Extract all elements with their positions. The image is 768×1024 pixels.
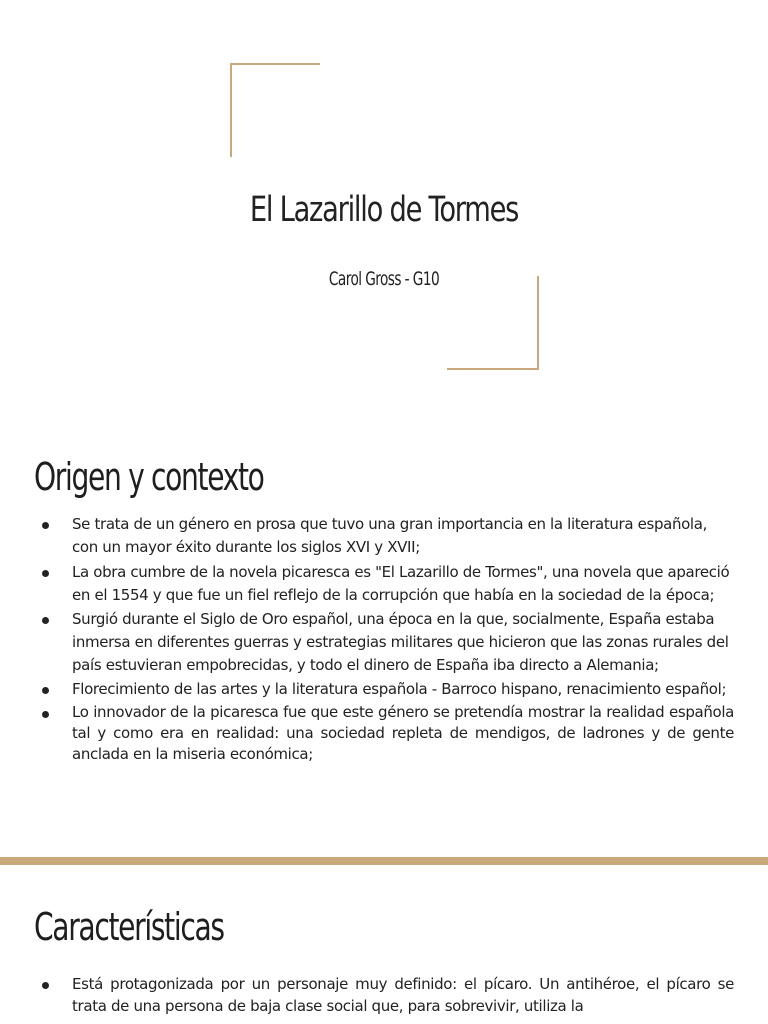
- corner-frame-top-left: [230, 63, 320, 157]
- caracteristicas-bullet-list: [0, 973, 768, 1017]
- list-item-text: Se trata de un género en prosa que tuvo una gran importancia en la literatura española, con un mayor éxito durante los siglos XVI y XVII;: [72, 515, 708, 557]
- list-item: [0, 973, 768, 1017]
- corner-frame-bottom-right: [447, 276, 539, 370]
- list-item-text: Surgió durante el Siglo de Oro español, una época en la que, socialmente, España estaba inmersa en diferentes guerras y estrategias militares que hicieron que las zonas rurales del país estuvieran empobrecidas, y todo el dinero de España iba directo a Alemania;: [72, 609, 729, 675]
- origen-bullet-list: [0, 513, 768, 764]
- bullet-icon: [42, 570, 49, 577]
- list-item: [0, 678, 768, 699]
- list-item: [0, 608, 768, 678]
- bullet-icon: [42, 982, 49, 989]
- section-heading-caracteristicas: Características: [34, 905, 224, 949]
- bullet-icon: [42, 711, 49, 718]
- bullet-icon: [42, 522, 49, 529]
- list-item: [0, 513, 768, 560]
- caracteristicas-slide: [0, 865, 768, 1024]
- section-heading-origen: Origen y contexto: [34, 455, 264, 499]
- list-item: [0, 702, 768, 764]
- document-title: El Lazarillo de Tormes: [249, 190, 519, 230]
- list-item-text: La obra cumbre de la novela picaresca es "El Lazarillo de Tormes", una novela que apareció en el 1554 y que fue un fiel reflejo de la corrupción que había en la sociedad de la época;: [72, 562, 730, 605]
- bullet-icon: [42, 687, 49, 694]
- list-item-text: Lo innovador de la picaresca fue que este género se pretendía mostrar la realidad española tal y como era en realidad: una sociedad repleta de mendigos, de ladrones y de gente anclada en la miseria económica;: [72, 703, 734, 763]
- list-item-text: Florecimiento de las artes y la literatura española - Barroco hispano, renacimiento español;: [72, 679, 727, 698]
- list-item-text: Está protagonizada por un personaje muy definido: el pícaro. Un antihéroe, el pícaro se trata de una persona de baja clase social que, para sobrevivir, utiliza la: [72, 975, 734, 1015]
- author-subtitle: Carol Gross - G10: [328, 268, 440, 290]
- list-item: [0, 561, 768, 608]
- slide-divider: [0, 857, 768, 865]
- bullet-icon: [42, 617, 49, 624]
